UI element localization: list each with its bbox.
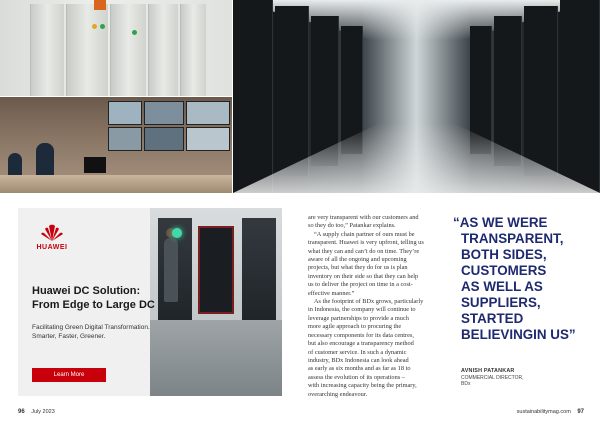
quote-line: CUSTOMERS <box>461 263 547 278</box>
article-body <box>308 214 440 399</box>
subheading-line: Facilitating Green Digital Transformation. <box>32 324 150 331</box>
quote-line: BOTH SIDES, <box>461 247 547 262</box>
operator-figure <box>36 143 54 177</box>
server-rack <box>233 0 273 193</box>
quote-line: AS WELL AS <box>461 279 543 294</box>
footer-right <box>517 409 584 415</box>
server-rack <box>560 0 600 193</box>
subheading-line: Smarter, Faster, Greener. <box>32 333 106 340</box>
learn-more-button[interactable]: Learn More <box>32 368 106 382</box>
cabinet-shape <box>180 4 206 96</box>
quote-line: BELIEVINGIN US” <box>461 327 576 342</box>
server-rack <box>524 6 558 176</box>
indicator-light <box>100 24 105 29</box>
video-wall-screen <box>186 127 230 151</box>
cabinet-shape <box>30 4 64 96</box>
article-line: effective manner.” <box>308 289 355 297</box>
server-rack <box>311 16 339 166</box>
huawei-logo <box>32 224 72 251</box>
huawei-advert <box>18 208 282 396</box>
cabinet-shape <box>66 4 108 96</box>
issue-date: July 2023 <box>31 409 55 415</box>
huawei-flower-icon <box>39 224 65 242</box>
role-line: COMMERCIAL DIRECTOR, <box>461 375 524 381</box>
datacenter-door <box>198 226 234 314</box>
article-line: but also encourage a transparency method <box>308 340 414 348</box>
quote-attribution-role <box>461 375 524 387</box>
article-line: us to deliver the project on time in a cost- <box>308 281 413 289</box>
headline-line: From Edge to Large DC <box>32 299 155 311</box>
video-wall-screen <box>144 127 184 151</box>
server-rack <box>494 16 522 166</box>
advert-subheading <box>32 323 182 341</box>
article-line: “A supply chain partner of ours must be <box>314 230 415 238</box>
cabinet-shape <box>110 4 146 96</box>
article-line: leverage partnerships to provide a much <box>308 314 409 322</box>
article-line: of customer service. In such a dynamic <box>308 348 407 356</box>
quote-line: SUPPLIERS, <box>461 295 541 310</box>
pull-quote <box>453 215 593 343</box>
electrical-room-photo <box>0 0 232 96</box>
article-line: industry, BDx Indonesia can look ahead <box>308 356 409 364</box>
desk-monitor <box>84 157 106 173</box>
article-line: assess the evolution of its operations – <box>308 373 405 381</box>
site-url[interactable]: sustainabilitymag.com <box>516 409 571 415</box>
article-line: are very transparent with our customers and <box>308 214 419 221</box>
advert-headline <box>32 284 182 312</box>
headline-line: Huawei DC Solution: <box>32 285 141 297</box>
role-line: BDx <box>461 381 471 387</box>
page-number-right: 97 <box>577 409 584 415</box>
article-line: with increasing capacity being the primary, <box>308 382 417 390</box>
article-line: as early as six months and as far as 18 to <box>308 365 411 373</box>
footer-left <box>18 409 55 415</box>
article-line: As the footprint of BDx grows, particularly <box>314 298 424 306</box>
control-room-photo <box>0 97 232 193</box>
quote-line: “AS WE WERE <box>453 215 548 230</box>
article-line: projects, but what they do for us is plan <box>308 264 408 272</box>
page-number-left: 96 <box>18 409 25 415</box>
cabinet-shape <box>148 4 178 96</box>
article-line: so they do too,” Patankar explains. <box>308 222 396 230</box>
video-wall-screen <box>108 127 142 151</box>
indicator-light <box>92 24 97 29</box>
wall-panel <box>242 218 276 320</box>
article-line: inventory on their side so that they can help <box>308 272 419 280</box>
quote-line: STARTED <box>461 311 524 326</box>
article-line: overarching endeavour. <box>308 390 368 398</box>
indicator-light <box>132 30 137 35</box>
quote-line: TRANSPARENT, <box>461 231 564 246</box>
orange-panel <box>94 0 106 10</box>
brand-wordmark: HUAWEI <box>36 244 68 251</box>
article-line: what they can and can’t do on time. They’re <box>308 247 420 255</box>
video-wall-screen <box>144 101 184 125</box>
video-wall-screen <box>108 101 142 125</box>
operator-desk <box>0 175 232 193</box>
video-wall-screen <box>186 101 230 125</box>
article-line: more agile approach to procuring the <box>308 323 402 331</box>
quote-attribution-name: AVNISH PATANKAR <box>461 368 515 374</box>
green-light-icon <box>172 228 182 238</box>
article-line: aware of all the ongoing and upcoming <box>308 256 407 264</box>
article-line: in Indonesia, the company will continue to <box>308 306 416 314</box>
article-line: necessary components for its data centres, <box>308 331 414 339</box>
server-aisle-photo <box>233 0 600 193</box>
article-line: transparent. Huawei is very upfront, telling us <box>308 239 424 247</box>
server-rack <box>275 6 309 176</box>
